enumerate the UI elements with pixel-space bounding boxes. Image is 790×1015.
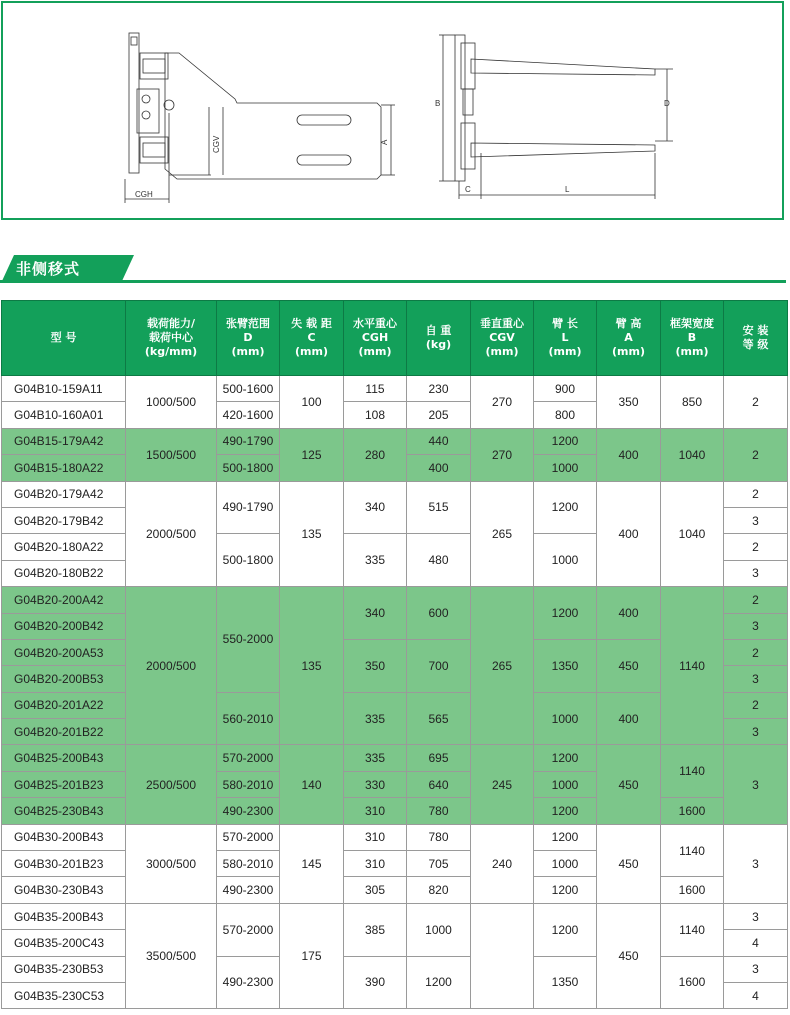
section-header xyxy=(0,255,790,287)
header-weight: 自 重 (kg) xyxy=(407,301,471,376)
label-l: L xyxy=(565,185,570,194)
weight-cell: 205 xyxy=(407,402,471,428)
arm-range-cell: 570-2000 xyxy=(217,824,280,850)
arm-length-cell: 1200 xyxy=(534,481,597,534)
lost-load-cell: 135 xyxy=(280,587,344,745)
arm-range-cell: 550-2000 xyxy=(217,587,280,693)
arm-length-cell: 1200 xyxy=(534,903,597,956)
grade-cell: 2 xyxy=(724,587,788,613)
cgh-cell: 335 xyxy=(344,692,407,745)
cgh-cell: 350 xyxy=(344,639,407,692)
grade-cell: 3 xyxy=(724,666,788,692)
weight-cell: 640 xyxy=(407,771,471,797)
lost-load-cell: 140 xyxy=(280,745,344,824)
frame-width-cell: 1140 xyxy=(661,587,724,745)
dimension-drawings xyxy=(3,3,782,218)
header-lost-load: 失 载 距 C (mm) xyxy=(280,301,344,376)
arm-length-cell: 1000 xyxy=(534,771,597,797)
arm-range-cell: 570-2000 xyxy=(217,745,280,771)
grade-cell: 3 xyxy=(724,903,788,929)
arm-length-cell: 1350 xyxy=(534,956,597,1009)
model-cell: G04B30-201B23 xyxy=(2,851,126,877)
arm-range-cell: 490-2300 xyxy=(217,798,280,824)
arm-range-cell: 420-1600 xyxy=(217,402,280,428)
grade-cell: 4 xyxy=(724,982,788,1008)
arm-length-cell: 1200 xyxy=(534,798,597,824)
arm-range-cell: 490-2300 xyxy=(217,956,280,1009)
cgh-cell: 115 xyxy=(344,376,407,402)
side-view-drawing xyxy=(125,33,395,203)
header-capacity: 载荷能力/ 载荷中心 (kg/mm) xyxy=(126,301,217,376)
weight-cell: 515 xyxy=(407,481,471,534)
model-cell: G04B20-180B22 xyxy=(2,560,126,586)
arm-length-cell: 1200 xyxy=(534,877,597,903)
cgh-cell: 385 xyxy=(344,903,407,956)
weight-cell: 230 xyxy=(407,376,471,402)
frame-width-cell: 1140 xyxy=(661,824,724,877)
label-a: A xyxy=(380,139,389,145)
arm-height-cell: 400 xyxy=(597,587,661,640)
model-cell: G04B25-200B43 xyxy=(2,745,126,771)
model-cell: G04B30-230B43 xyxy=(2,877,126,903)
cgv-cell xyxy=(471,903,534,1009)
grade-cell: 2 xyxy=(724,534,788,560)
arm-range-cell: 580-2010 xyxy=(217,851,280,877)
capacity-cell: 2000/500 xyxy=(126,587,217,745)
grade-cell: 2 xyxy=(724,376,788,429)
cgv-cell: 270 xyxy=(471,428,534,481)
table-row xyxy=(2,481,788,507)
arm-range-cell: 490-1790 xyxy=(217,428,280,454)
cgh-cell: 330 xyxy=(344,771,407,797)
table-row xyxy=(2,877,788,903)
model-cell: G04B20-200B42 xyxy=(2,613,126,639)
weight-cell: 820 xyxy=(407,877,471,903)
model-cell: G04B35-200B43 xyxy=(2,903,126,929)
arm-length-cell: 1200 xyxy=(534,428,597,454)
weight-cell: 700 xyxy=(407,639,471,692)
cgv-cell: 265 xyxy=(471,481,534,587)
arm-range-cell: 500-1800 xyxy=(217,455,280,481)
arm-length-cell: 1200 xyxy=(534,587,597,640)
cgh-cell: 340 xyxy=(344,587,407,640)
frame-width-cell: 850 xyxy=(661,376,724,429)
model-cell: G04B10-159A11 xyxy=(2,376,126,402)
model-cell: G04B20-200A53 xyxy=(2,639,126,665)
lost-load-cell: 100 xyxy=(280,376,344,429)
capacity-cell: 2000/500 xyxy=(126,481,217,587)
header-frame-width: 框架宽度 B (mm) xyxy=(661,301,724,376)
grade-cell: 2 xyxy=(724,639,788,665)
arm-height-cell: 450 xyxy=(597,824,661,903)
weight-cell: 705 xyxy=(407,851,471,877)
grade-cell: 3 xyxy=(724,956,788,982)
model-cell: G04B15-180A22 xyxy=(2,455,126,481)
grade-cell: 3 xyxy=(724,745,788,824)
frame-width-cell: 1040 xyxy=(661,481,724,587)
capacity-cell: 3000/500 xyxy=(126,824,217,903)
frame-width-cell: 1140 xyxy=(661,903,724,956)
lost-load-cell: 145 xyxy=(280,824,344,903)
weight-cell: 440 xyxy=(407,428,471,454)
capacity-cell: 1500/500 xyxy=(126,428,217,481)
model-cell: G04B20-201B22 xyxy=(2,719,126,745)
arm-height-cell: 450 xyxy=(597,745,661,824)
arm-length-cell: 1350 xyxy=(534,639,597,692)
grade-cell: 3 xyxy=(724,613,788,639)
arm-length-cell: 1000 xyxy=(534,455,597,481)
lost-load-cell: 125 xyxy=(280,428,344,481)
model-cell: G04B10-160A01 xyxy=(2,402,126,428)
model-cell: G04B20-201A22 xyxy=(2,692,126,718)
cgh-cell: 280 xyxy=(344,428,407,481)
weight-cell: 1200 xyxy=(407,956,471,1009)
arm-length-cell: 1000 xyxy=(534,851,597,877)
model-cell: G04B35-230C53 xyxy=(2,982,126,1008)
table-row xyxy=(2,798,788,824)
arm-range-cell: 580-2010 xyxy=(217,771,280,797)
table-row xyxy=(2,376,788,402)
model-cell: G04B35-230B53 xyxy=(2,956,126,982)
arm-range-cell: 560-2010 xyxy=(217,692,280,745)
grade-cell: 3 xyxy=(724,507,788,533)
cgh-cell: 108 xyxy=(344,402,407,428)
arm-height-cell: 400 xyxy=(597,692,661,745)
capacity-cell: 3500/500 xyxy=(126,903,217,1009)
grade-cell: 2 xyxy=(724,692,788,718)
cgv-cell: 240 xyxy=(471,824,534,903)
arm-height-cell: 450 xyxy=(597,639,661,692)
cgv-cell: 265 xyxy=(471,587,534,745)
cgh-cell: 390 xyxy=(344,956,407,1009)
header-arm-height: 臂 高 A (mm) xyxy=(597,301,661,376)
model-cell: G04B30-200B43 xyxy=(2,824,126,850)
model-cell: G04B20-179A42 xyxy=(2,481,126,507)
grade-cell: 2 xyxy=(724,428,788,481)
spec-table xyxy=(1,300,788,1009)
diagram-panel xyxy=(1,1,784,220)
header-model: 型 号 xyxy=(2,301,126,376)
grade-cell: 4 xyxy=(724,930,788,956)
frame-width-cell: 1600 xyxy=(661,956,724,1009)
label-b: B xyxy=(435,99,441,108)
label-cgv: CGV xyxy=(212,135,221,153)
arm-height-cell: 400 xyxy=(597,481,661,587)
arm-length-cell: 1000 xyxy=(534,534,597,587)
model-cell: G04B20-200B53 xyxy=(2,666,126,692)
header-arm-length: 臂 长 L (mm) xyxy=(534,301,597,376)
model-cell: G04B15-179A42 xyxy=(2,428,126,454)
table-row xyxy=(2,824,788,850)
header-cgv: 垂直重心 CGV (mm) xyxy=(471,301,534,376)
arm-range-cell: 490-2300 xyxy=(217,877,280,903)
model-cell: G04B20-180A22 xyxy=(2,534,126,560)
grade-cell: 2 xyxy=(724,481,788,507)
arm-length-cell: 1200 xyxy=(534,824,597,850)
weight-cell: 780 xyxy=(407,824,471,850)
arm-height-cell: 400 xyxy=(597,428,661,481)
model-cell: G04B25-230B43 xyxy=(2,798,126,824)
capacity-cell: 2500/500 xyxy=(126,745,217,824)
table-row xyxy=(2,956,788,982)
cgv-cell: 270 xyxy=(471,376,534,429)
arm-range-cell: 570-2000 xyxy=(217,903,280,956)
header-arm-range: 张臂范围 D (mm) xyxy=(217,301,280,376)
label-d: D xyxy=(664,99,670,108)
section-divider xyxy=(0,280,786,283)
lost-load-cell: 135 xyxy=(280,481,344,587)
arm-length-cell: 900 xyxy=(534,376,597,402)
weight-cell: 1000 xyxy=(407,903,471,956)
model-cell: G04B35-200C43 xyxy=(2,930,126,956)
cgh-cell: 305 xyxy=(344,877,407,903)
lost-load-cell: 175 xyxy=(280,903,344,1009)
arm-length-cell: 800 xyxy=(534,402,597,428)
grade-cell: 3 xyxy=(724,560,788,586)
cgh-cell: 340 xyxy=(344,481,407,534)
cgh-cell: 335 xyxy=(344,534,407,587)
header-cgh: 水平重心 CGH (mm) xyxy=(344,301,407,376)
arm-length-cell: 1200 xyxy=(534,745,597,771)
table-row xyxy=(2,903,788,929)
header-grade: 安 装 等 级 xyxy=(724,301,788,376)
label-c: C xyxy=(465,185,471,194)
table-row xyxy=(2,745,788,771)
cgh-cell: 310 xyxy=(344,824,407,850)
frame-width-cell: 1600 xyxy=(661,877,724,903)
label-cgh: CGH xyxy=(135,190,153,199)
top-view-drawing xyxy=(439,35,673,199)
weight-cell: 695 xyxy=(407,745,471,771)
model-cell: G04B20-179B42 xyxy=(2,507,126,533)
cgh-cell: 310 xyxy=(344,798,407,824)
weight-cell: 480 xyxy=(407,534,471,587)
cgh-cell: 335 xyxy=(344,745,407,771)
arm-height-cell: 450 xyxy=(597,903,661,1009)
weight-cell: 400 xyxy=(407,455,471,481)
section-title: 非侧移式 xyxy=(16,260,81,278)
cgh-cell: 310 xyxy=(344,851,407,877)
arm-range-cell: 500-1800 xyxy=(217,534,280,587)
model-cell: G04B20-200A42 xyxy=(2,587,126,613)
weight-cell: 600 xyxy=(407,587,471,640)
cgv-cell: 245 xyxy=(471,745,534,824)
grade-cell: 3 xyxy=(724,824,788,903)
table-row xyxy=(2,587,788,613)
arm-range-cell: 490-1790 xyxy=(217,481,280,534)
capacity-cell: 1000/500 xyxy=(126,376,217,429)
grade-cell: 3 xyxy=(724,719,788,745)
frame-width-cell: 1040 xyxy=(661,428,724,481)
weight-cell: 780 xyxy=(407,798,471,824)
frame-width-cell: 1140 xyxy=(661,745,724,798)
arm-length-cell: 1000 xyxy=(534,692,597,745)
arm-range-cell: 500-1600 xyxy=(217,376,280,402)
table-row xyxy=(2,428,788,454)
weight-cell: 565 xyxy=(407,692,471,745)
model-cell: G04B25-201B23 xyxy=(2,771,126,797)
frame-width-cell: 1600 xyxy=(661,798,724,824)
arm-height-cell: 350 xyxy=(597,376,661,429)
table-header-row xyxy=(2,301,788,376)
